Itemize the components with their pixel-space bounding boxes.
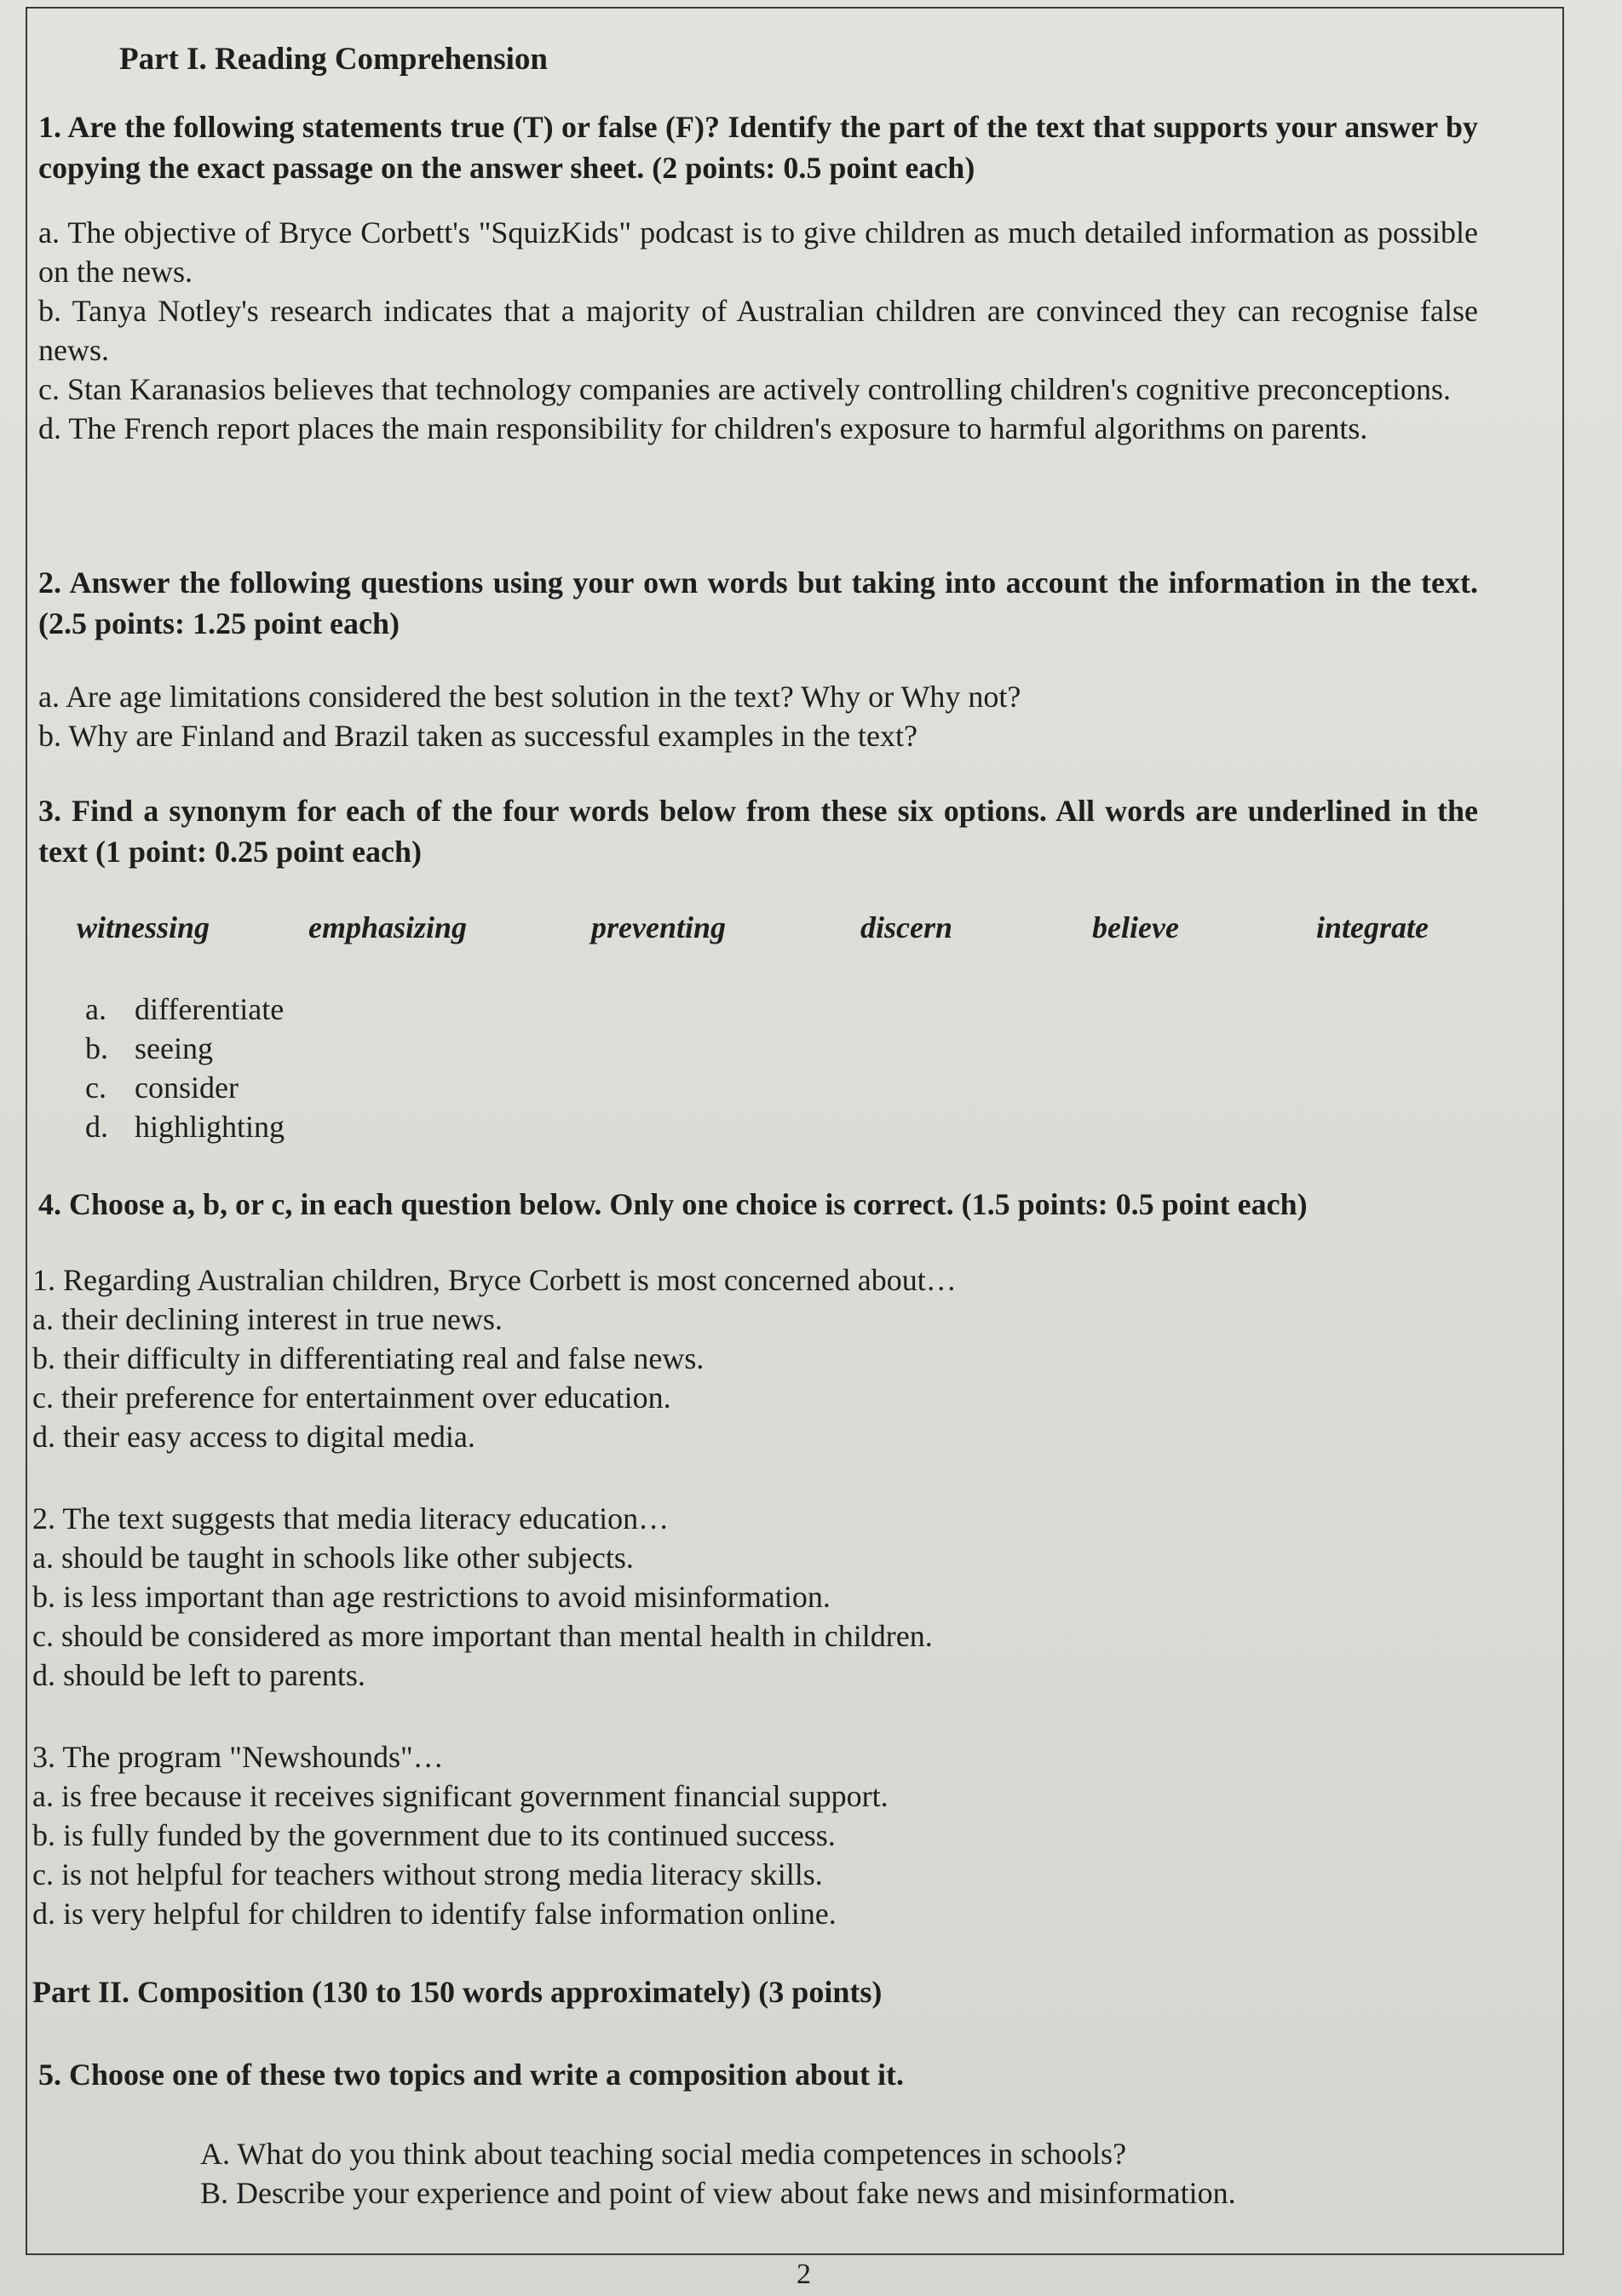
question-4-mcq-2 [32,1499,1472,1695]
part2-title: Part II. Composition (130 to 150 words approximately) (3 points) [32,1975,883,2009]
statement-b: b. Tanya Notley's research indicates that a majority of Australian children are convinced they can recognise false news. [38,294,1478,367]
question-1-heading: 1. Are the following statements true (T) or false (F)? Identify the part of the text that supports your answer by copying the exact passage on the answer sheet. (2 points: 0.5 point each) [38,110,1478,185]
question-5 [38,2054,1478,2095]
list-item: d. highlighting [85,1110,285,1144]
mcq-2-choice-d: d. should be left to parents. [32,1658,365,1692]
question-4 [38,1184,1478,1225]
question-3-heading: 3. Find a synonym for each of the four words below from these six options. All words are underlined in the text (1 point: 0.25 point each) [38,794,1478,869]
mcq-1-choice-b: b. their difficulty in differentiating real and false news. [32,1341,705,1375]
option-discern: discern [860,910,952,944]
list-item: c. consider [85,1071,239,1105]
question-2-item-a: a. Are age limitations considered the best solution in the text? Why or Why not? [38,680,1021,714]
statement-a: a. The objective of Bryce Corbett's "SquizKids" podcast is to give children as much detailed information as possible on the news. [38,215,1478,289]
option-witnessing: witnessing [77,910,210,944]
mcq-3-choice-d: d. is very helpful for children to identify false information online. [32,1897,837,1931]
mcq-3-choice-b: b. is fully funded by the government due to its continued success. [32,1818,836,1852]
part2-section [32,1974,1472,2010]
topic-a: A. What do you think about teaching social media competences in schools? [200,2137,1127,2171]
question-4-mcq-1 [32,1260,1472,1456]
question-5-heading: 5. Choose one of these two topics and write a composition about it. [38,2058,904,2092]
mcq-2-choice-a: a. should be taught in schools like other subjects. [32,1541,634,1575]
question-1 [38,106,1478,188]
question-2-heading: 2. Answer the following questions using your own words but taking into account the information in the text. (2.5 points: 1.25 point each) [38,565,1478,640]
question-2-items [38,677,1478,755]
mcq-2-stem: 2. The text suggests that media literacy education… [32,1501,670,1535]
mcq-3-choice-a: a. is free because it receives significant government financial support. [32,1779,889,1813]
synonym-options [77,910,1457,952]
topic-b: B. Describe your experience and point of view about fake news and misinformation. [200,2176,1236,2210]
question-4-mcq-3 [32,1737,1472,1933]
question-1-statements [38,213,1478,448]
option-believe: believe [1092,910,1179,944]
part1-title: Part I. Reading Comprehension [119,42,548,77]
question-3 [38,790,1478,872]
question-2-item-b: b. Why are Finland and Brazil taken as successful examples in the text? [38,719,918,753]
list-item: b. seeing [85,1031,213,1065]
synonym-target-words [85,990,285,1146]
statement-d: d. The French report places the main responsibility for children's exposure to harmful algorithms on parents. [38,411,1368,445]
mcq-1-choice-a: a. their declining interest in true news. [32,1302,503,1336]
mcq-1-choice-d: d. their easy access to digital media. [32,1420,475,1454]
question-2 [38,562,1478,644]
mcq-2-choice-c: c. should be considered as more important than mental health in children. [32,1619,933,1653]
option-integrate: integrate [1316,910,1429,944]
list-item: a. differentiate [85,992,285,1026]
mcq-2-choice-b: b. is less important than age restrictions to avoid misinformation. [32,1580,831,1614]
mcq-3-stem: 3. The program "Newshounds"… [32,1740,444,1774]
mcq-1-choice-c: c. their preference for entertainment over education. [32,1380,671,1415]
page-number: 2 [797,2259,811,2290]
statement-c: c. Stan Karanasios believes that technology companies are actively controlling children's cognitive preconceptions. [38,372,1451,406]
mcq-3-choice-c: c. is not helpful for teachers without strong media literacy skills. [32,1857,823,1891]
option-emphasizing: emphasizing [308,910,468,944]
composition-topics [200,2134,1236,2213]
option-preventing: preventing [591,910,726,944]
question-4-heading: 4. Choose a, b, or c, in each question below. Only one choice is correct. (1.5 points: 0.5 point each) [38,1187,1308,1221]
mcq-1-stem: 1. Regarding Australian children, Bryce Corbett is most concerned about… [32,1263,957,1297]
